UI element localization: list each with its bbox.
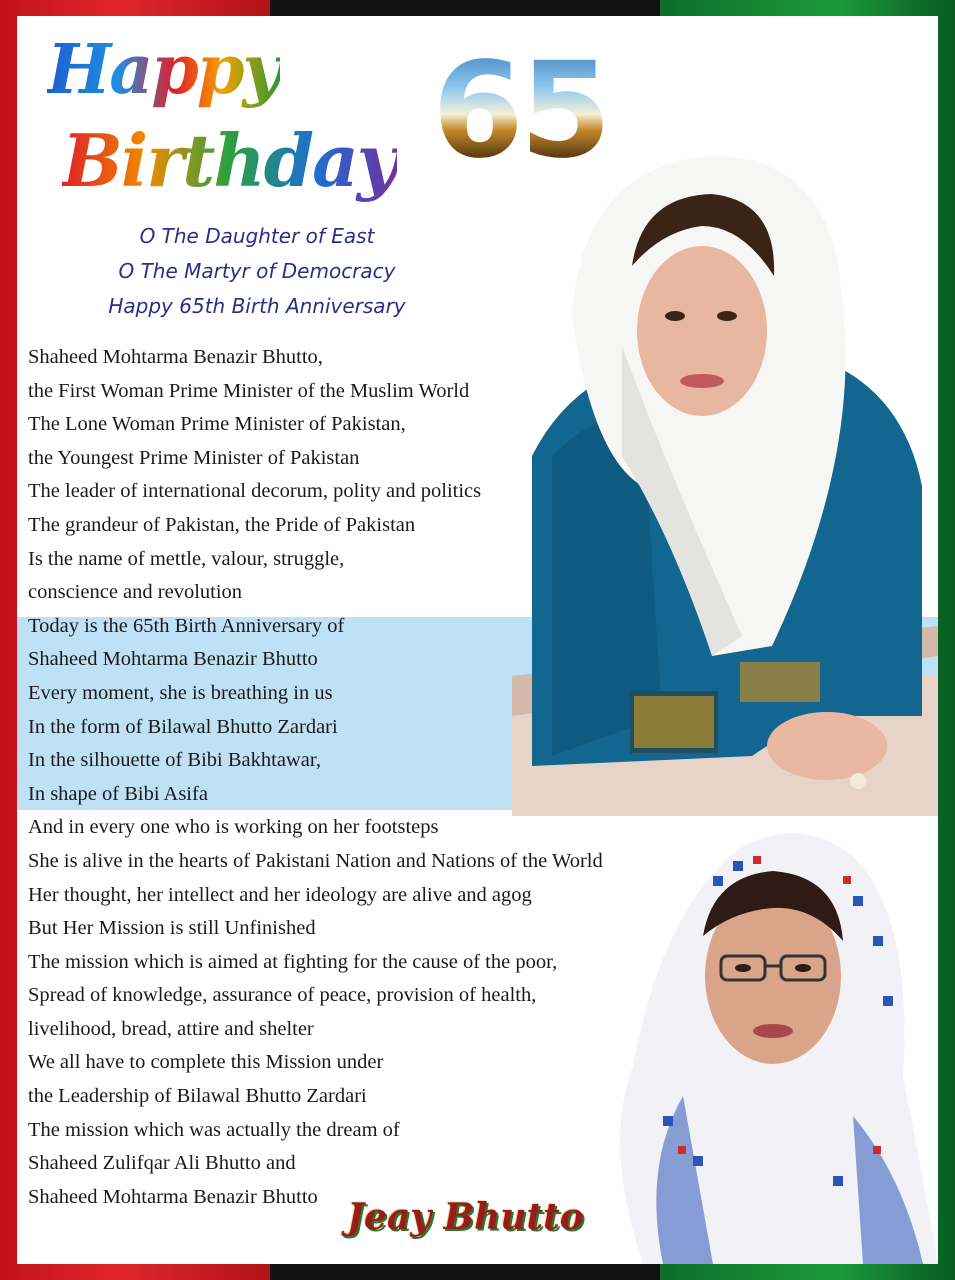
tribute-line: In shape of Bibi Asifa [28, 782, 208, 805]
tribute-line: the Youngest Prime Minister of Pakistan [28, 446, 360, 469]
tribute-line: We all have to complete this Mission under [28, 1051, 384, 1074]
portrait-faryal-talpur [603, 816, 938, 1264]
tribute-line: Is the name of mettle, valour, struggle, [28, 547, 345, 570]
tribute-line: And in every one who is working on her footsteps [28, 816, 439, 839]
tribute-line: Today is the 65th Birth Anniversary of [28, 614, 345, 637]
subtitle-line: Happy 65th Birth Anniversary [108, 294, 406, 318]
portrait-benazir-bhutto [512, 156, 938, 816]
tribute-line: The mission which was actually the dream of [28, 1118, 400, 1141]
tribute-line: Her thought, her intellect and her ideology are alive and agog [28, 883, 532, 906]
poster-panel [17, 16, 938, 1264]
tribute-line: Shaheed Mohtarma Benazir Bhutto [28, 648, 318, 671]
tribute-line: The mission which is aimed at fighting for the cause of the poor, [28, 950, 558, 973]
tribute-line: Shaheed Mohtarma Benazir Bhutto [28, 1185, 318, 1208]
tribute-line: the Leadership of Bilawal Bhutto Zardari [28, 1085, 367, 1108]
tribute-line: Every moment, she is breathing in us [28, 681, 333, 704]
tribute-line: Shaheed Mohtarma Benazir Bhutto, [28, 346, 323, 368]
tribute-line: In the silhouette of Bibi Bakhtawar, [28, 749, 321, 772]
happy-heading: Happy [47, 30, 280, 110]
tribute-line: Shaheed Zulifqar Ali Bhutto and [28, 1152, 296, 1175]
age-number: 65 [432, 34, 608, 188]
tribute-line: The leader of international decorum, polity and politics [28, 480, 482, 503]
tribute-line: the First Woman Prime Minister of the Muslim World [28, 379, 470, 402]
tribute-line: Spread of knowledge, assurance of peace, provision of health, [28, 984, 537, 1007]
tribute-line: But Her Mission is still Unfinished [28, 917, 316, 940]
subtitle-line: O The Daughter of East [139, 224, 375, 248]
tribute-line: conscience and revolution [28, 581, 243, 604]
tribute-line: The Lone Woman Prime Minister of Pakistan, [28, 413, 406, 436]
tribute-line: She is alive in the hearts of Pakistani Nation and Nations of the World [28, 849, 603, 872]
tribute-line: In the form of Bilawal Bhutto Zardari [28, 715, 338, 738]
subtitle-line: O The Martyr of Democracy [118, 259, 396, 283]
tribute-line: livelihood, bread, attire and shelter [28, 1017, 314, 1040]
jeay-bhutto-signature: Jeay Bhutto [347, 1196, 584, 1238]
birthday-heading: Birthday [62, 118, 397, 203]
tribute-line: The grandeur of Pakistan, the Pride of Pakistan [28, 513, 416, 536]
